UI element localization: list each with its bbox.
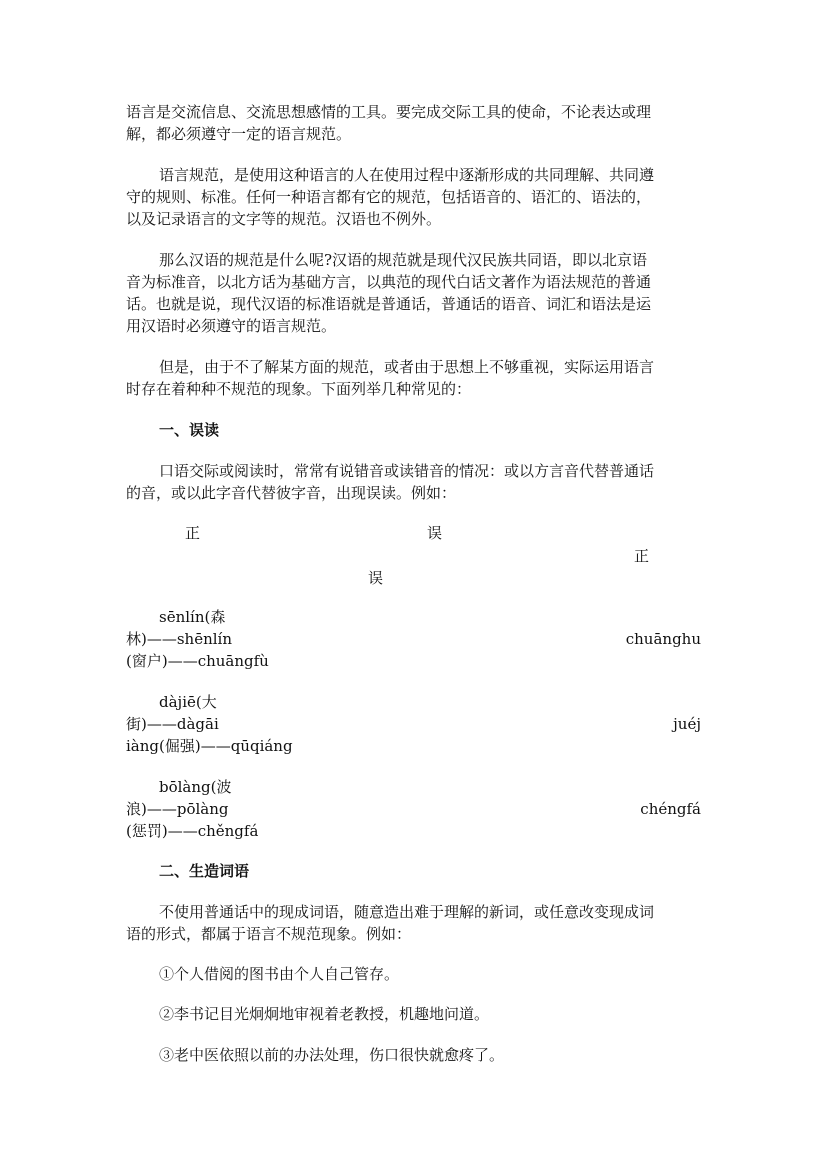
example-3-line-2-left: 浪)——pōlàng	[126, 800, 229, 818]
paragraph-2-line-3: 以及记录语言的文字等的规范。汉语也不例外。	[126, 210, 442, 228]
example-2-line-3: iàng(倔强)——qūqiáng	[126, 737, 293, 755]
section-2-intro-line-2: 语的形式，都属于语言不规范现象。例如：	[126, 925, 412, 943]
example-3-line-2-right: chéngfá	[640, 800, 701, 818]
paragraph-3-line-3: 话。也就是说，现代汉语的标准语就是普通话，普通话的语音、词汇和语法是运	[126, 295, 652, 313]
paragraph-3-line-1: 那么汉语的规范是什么呢?汉语的规范就是现代汉民族共同语，即以北京语	[159, 251, 648, 269]
list-item: ②李书记目光炯炯地审视着老教授，机趣地问道。	[159, 1005, 490, 1023]
section-1-heading: 一、误读	[159, 421, 220, 439]
paragraph-4-line-2: 时存在着种种不规范的现象。下面列举几种常见的：	[126, 380, 472, 398]
column-header-wrong: 误	[427, 524, 443, 542]
section-1-intro-line-1: 口语交际或阅读时，常常有说错音或读错音的情况：或以方言音代替普通话	[159, 462, 655, 480]
example-1-line-2-right: chuānghu	[625, 630, 701, 648]
column-header-correct-2: 正	[634, 547, 650, 565]
example-2-line-2-left: 街)——dàgāi	[126, 715, 219, 733]
list-item: ③老中医依照以前的办法处理，伤口很快就愈疼了。	[159, 1046, 505, 1064]
paragraph-4-line-1: 但是，由于不了解某方面的规范，或者由于思想上不够重视，实际运用语言	[159, 358, 655, 376]
paragraph-3-line-4: 用汉语时必须遵守的语言规范。	[126, 317, 337, 335]
column-header-wrong-2: 误	[368, 569, 384, 587]
paragraph-2-line-2: 守的规则、标准。任何一种语言都有它的规范，包括语音的、语汇的、语法的，	[126, 188, 652, 206]
example-1-line-3: (窗户)——chuāngfù	[126, 652, 269, 670]
list-item: ①个人借阅的图书由个人自己管存。	[159, 965, 400, 983]
paragraph-1-line-2: 解，都必须遵守一定的语言规范。	[126, 125, 352, 143]
example-1-line-1: sēnlín(森	[159, 608, 226, 626]
column-header-correct: 正	[185, 524, 201, 542]
example-1-line-2-left: 林)——shēnlín	[126, 630, 233, 648]
example-2-line-1: dàjiē(大	[159, 693, 217, 711]
example-2-line-2-right: juéj	[673, 715, 701, 733]
paragraph-1-line-1: 语言是交流信息、交流思想感情的工具。要完成交际工具的使命，不论表达或理	[126, 103, 652, 121]
paragraph-2-line-1: 语言规范，是使用这种语言的人在使用过程中逐渐形成的共同理解、共同遵	[159, 166, 655, 184]
paragraph-3-line-2: 音为标准音，以北方话为基础方言，以典范的现代白话文著作为语法规范的普通	[126, 273, 652, 291]
section-2-heading: 二、生造词语	[159, 862, 250, 880]
section-1-intro-line-2: 的音，或以此字音代替彼字音，出现误读。例如：	[126, 484, 457, 502]
section-2-intro-line-1: 不使用普通话中的现成词语，随意造出难于理解的新词，或任意改变现成词	[159, 903, 655, 921]
example-3-line-3: (惩罚)——chěngfá	[126, 822, 259, 840]
example-3-line-1: bōlàng(波	[159, 778, 232, 796]
